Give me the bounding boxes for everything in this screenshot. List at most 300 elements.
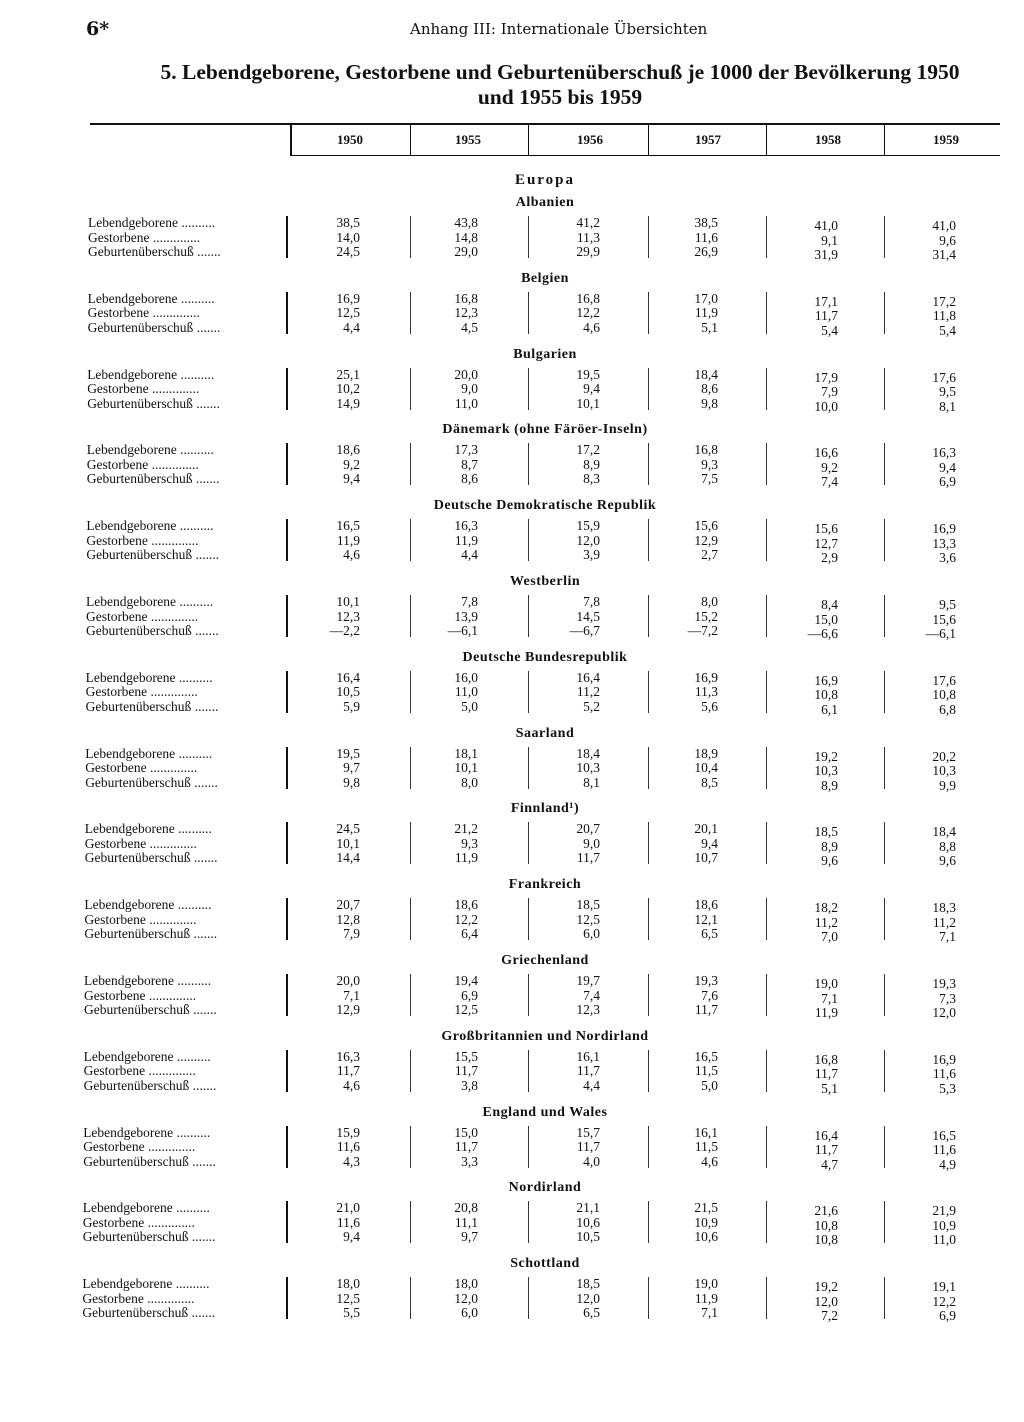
table-cell: 20,7	[336, 897, 360, 913]
table-cell: 14,4	[336, 850, 360, 866]
table-cell: 20,7	[576, 821, 600, 837]
column-rule	[286, 974, 288, 1016]
column-rule	[766, 443, 767, 485]
country-heading: Deutsche Demokratische Republik	[433, 498, 657, 514]
leader-dots: ..........	[174, 897, 212, 913]
table-cell: 11,0	[454, 395, 478, 411]
leader-dots: .......	[191, 698, 219, 714]
country-heading: Saarland	[515, 725, 575, 741]
table-cell: 5,5	[343, 1305, 360, 1321]
column-rule	[528, 1050, 529, 1092]
table-cell: 2,9	[821, 550, 838, 566]
table-cell: 7,8	[461, 594, 478, 609]
table-cell: 10,6	[694, 1229, 718, 1245]
table-cell: 11,9	[694, 305, 718, 321]
table-cell: 12,0	[576, 532, 600, 548]
table-cell: 7,4	[583, 987, 600, 1003]
leader-dots: ..........	[173, 973, 212, 988]
column-rule	[766, 1126, 767, 1168]
table-cell: 10,8	[814, 1232, 838, 1248]
table-cell: 11,7	[454, 1063, 478, 1079]
column-rule	[528, 443, 529, 485]
leader-dots: .......	[193, 244, 221, 259]
row-label-text: Lebendgeborene	[83, 1124, 174, 1140]
table-cell: 18,4	[694, 366, 718, 382]
table-cell: 14,9	[336, 395, 360, 411]
table-cell: 16,3	[454, 518, 478, 534]
table-cell: 3,6	[939, 550, 956, 566]
column-rule	[884, 368, 885, 410]
row-label-text: Lebendgeborene	[87, 290, 178, 306]
table-cell: 4,4	[583, 1077, 600, 1093]
table-cell: 9,7	[343, 760, 360, 776]
table-cell: 9,8	[701, 395, 718, 411]
table-cell: 10,6	[576, 1214, 600, 1230]
leader-dots: ..........	[175, 594, 214, 609]
table-cell: 12,8	[336, 911, 360, 927]
table-cell: 12,2	[454, 911, 478, 927]
country-heading: Bulgarien	[513, 346, 577, 362]
table-cell: 10,1	[454, 760, 478, 776]
row-label	[84, 1002, 217, 1018]
table-cell: 6,9	[939, 1308, 956, 1324]
table-cell: 9,0	[583, 835, 600, 851]
table-cell: 19,7	[576, 973, 600, 988]
table-cell: 16,6	[814, 445, 838, 461]
table-cell: 12,3	[576, 1002, 600, 1017]
table-cell: 6,5	[701, 926, 718, 942]
table-cell: 19,2	[814, 1279, 838, 1295]
table-cell: 19,0	[814, 976, 838, 991]
header-column-divider	[884, 124, 885, 155]
leader-dots: ..........	[175, 745, 213, 761]
table-cell: 9,4	[583, 381, 600, 397]
table-cell: 9,4	[939, 459, 956, 475]
table-cell: 10,9	[932, 1217, 956, 1233]
column-rule	[286, 443, 288, 485]
table-cell: —6,7	[569, 623, 600, 638]
column-rule	[766, 292, 767, 334]
table-cell: 5,4	[821, 322, 838, 338]
table-cell: 9,5	[939, 597, 956, 612]
table-cell: 7,5	[701, 471, 718, 487]
table-cell: 3,3	[461, 1153, 478, 1169]
table-cell: 12,3	[454, 305, 478, 321]
leader-dots: .......	[191, 623, 219, 638]
year-header-1956: 1956	[577, 132, 603, 147]
table-cell: 16,9	[336, 290, 360, 306]
table-cell: 12,5	[454, 1002, 478, 1017]
table-cell: 9,4	[701, 835, 718, 851]
country-heading: England und Wales	[482, 1104, 608, 1120]
table-cell: 12,9	[336, 1002, 360, 1017]
leader-dots: ..........	[175, 669, 213, 685]
table-cell: 17,6	[932, 672, 956, 688]
table-cell: 11,0	[932, 1232, 956, 1248]
row-label-text: Geburtenüberschuß	[84, 926, 191, 942]
table-cell: 4,5	[461, 319, 478, 335]
table-cell: 11,2	[814, 914, 838, 930]
table-cell: 16,5	[694, 1048, 718, 1064]
table-cell: 41,0	[932, 218, 956, 233]
table-cell: 10,3	[814, 763, 838, 779]
table-cell: 9,6	[821, 853, 838, 869]
table-cell: 12,1	[694, 911, 718, 927]
table-cell: 41,2	[576, 215, 600, 230]
table-cell: 18,0	[336, 1276, 360, 1292]
table-cell: 11,6	[932, 1066, 956, 1082]
table-cell: —6,1	[925, 626, 956, 641]
leader-dots: .......	[190, 926, 218, 942]
table-cell: 11,9	[814, 1005, 838, 1020]
table-cell: 16,8	[576, 290, 600, 306]
table-cell: 11,2	[932, 914, 956, 930]
row-label-text: Lebendgeborene	[85, 669, 176, 685]
table-cell: 10,1	[336, 594, 360, 609]
table-cell: 4,9	[939, 1156, 956, 1172]
row-label	[86, 699, 219, 715]
table-cell: 5,1	[701, 319, 718, 335]
table-cell: 17,6	[932, 369, 956, 385]
leader-dots: ..........	[173, 1124, 211, 1140]
table-cell: 7,4	[821, 474, 838, 490]
table-cell: 16,3	[336, 1048, 360, 1064]
row-label	[86, 547, 219, 563]
row-label	[87, 396, 220, 412]
table-cell: 11,9	[336, 532, 360, 548]
row-label-text: Gestorbene	[84, 835, 147, 851]
table-cell: 14,0	[336, 229, 360, 245]
table-cell: 16,8	[814, 1051, 838, 1067]
table-cell: 12,3	[336, 608, 360, 624]
table-cell: 11,6	[694, 229, 718, 245]
table-cell: 10,4	[694, 760, 718, 776]
row-label-text: Gestorbene	[82, 1214, 145, 1230]
table-cell: 7,1	[939, 929, 956, 945]
column-rule	[286, 671, 288, 713]
row-label-text: Gestorbene	[84, 987, 146, 1003]
table-cell: 29,9	[576, 244, 600, 259]
table-cell: 10,5	[336, 684, 360, 700]
running-title: Anhang III: Internationale Übersichten	[410, 20, 708, 38]
leader-dots: .......	[192, 395, 220, 411]
leader-dots: .......	[188, 1153, 216, 1169]
table-cell: 14,8	[454, 229, 478, 245]
table-cell: —2,2	[329, 623, 360, 638]
table-cell: 18,1	[454, 745, 478, 761]
row-label-text: Geburtenüberschuß	[83, 1153, 189, 1169]
table-cell: 21,9	[932, 1203, 956, 1219]
table-cell: 3,8	[461, 1077, 478, 1093]
table-cell: 10,1	[576, 395, 600, 411]
table-cell: 16,9	[932, 521, 956, 537]
row-label-text: Gestorbene	[84, 911, 146, 927]
column-rule	[884, 595, 885, 637]
column-rule	[286, 822, 288, 864]
table-cell: 11,9	[454, 850, 478, 866]
leader-dots: ..........	[177, 215, 216, 230]
table-cell: 16,5	[932, 1127, 956, 1143]
row-label-text: Geburtenüberschuß	[82, 1305, 189, 1321]
table-cell: 9,1	[821, 232, 838, 248]
column-rule	[286, 1201, 288, 1243]
table-cell: 8,9	[583, 456, 600, 472]
table-cell: 7,1	[343, 987, 360, 1003]
column-rule	[528, 974, 529, 1016]
table-cell: 17,3	[454, 442, 478, 458]
column-rule	[884, 216, 885, 258]
table-cell: 16,8	[454, 290, 478, 306]
table-cell: 10,5	[576, 1229, 600, 1245]
row-label-text: Geburtenüberschuß	[86, 547, 193, 563]
row-label	[83, 1229, 216, 1245]
table-cell: 21,6	[814, 1203, 838, 1219]
table-cell: 10,3	[576, 760, 600, 776]
country-heading: Schottland	[510, 1256, 580, 1272]
table-cell: 16,8	[694, 442, 718, 458]
leader-dots: ..............	[143, 1290, 195, 1306]
column-rule	[884, 898, 885, 940]
table-cell: 16,4	[336, 669, 360, 685]
year-header-1955: 1955	[455, 132, 481, 147]
table-cell: 21,1	[576, 1200, 600, 1216]
country-heading: Dänemark (ohne Färöer-Inseln)	[442, 422, 648, 438]
table-cell: 5,3	[939, 1080, 956, 1096]
leader-dots: .......	[189, 1077, 217, 1093]
table-cell: 6,4	[461, 926, 478, 942]
row-label	[85, 850, 218, 866]
row-label-text: Geburtenüberschuß	[82, 1229, 189, 1245]
table-cell: 18,6	[694, 897, 718, 913]
table-cell: 11,7	[336, 1063, 360, 1079]
table-cell: 7,1	[701, 1305, 718, 1321]
table-cell: 12,7	[814, 535, 838, 551]
leader-dots: .......	[189, 1002, 217, 1017]
column-rule	[528, 898, 529, 940]
leader-dots: ..........	[176, 518, 214, 534]
table-cell: 18,4	[576, 745, 600, 761]
country-heading: Nordirland	[508, 1180, 582, 1196]
row-label	[87, 471, 220, 487]
table-cell: 18,9	[694, 745, 718, 761]
column-rule	[528, 595, 529, 637]
table-cell: 6,1	[821, 701, 838, 717]
table-cell: 16,4	[576, 669, 600, 685]
row-label-text: Gestorbene	[82, 1290, 144, 1306]
column-rule	[528, 671, 529, 713]
table-cell: 11,7	[576, 1063, 600, 1079]
table-cell: 8,5	[701, 774, 718, 790]
row-label-text: Gestorbene	[83, 1139, 145, 1155]
leader-dots: ..............	[144, 1139, 196, 1155]
column-rule	[286, 1277, 288, 1319]
table-cell: 13,9	[454, 608, 478, 624]
table-cell: 21,5	[694, 1200, 718, 1216]
country-heading: Finnland¹)	[510, 801, 580, 817]
table-cell: 11,8	[932, 308, 956, 324]
table-title	[120, 60, 1000, 110]
table-cell: 19,4	[454, 973, 478, 988]
column-rule	[884, 822, 885, 864]
table-cell: 9,2	[343, 456, 360, 472]
table-cell: 11,3	[694, 684, 718, 700]
table-cell: 17,9	[814, 369, 838, 385]
table-cell: 9,5	[939, 384, 956, 400]
table-cell: 8,6	[701, 381, 718, 397]
table-cell: 10,8	[814, 1217, 838, 1233]
table-cell: 4,6	[343, 547, 360, 563]
row-label-text: Lebendgeborene	[86, 442, 177, 458]
table-cell: 20,0	[336, 973, 360, 988]
table-cell: 8,8	[939, 838, 956, 854]
table-cell: 16,0	[454, 669, 478, 685]
year-header-1958: 1958	[815, 132, 841, 147]
column-rule	[528, 1277, 529, 1319]
row-label-text: Lebendgeborene	[82, 1276, 173, 1292]
leader-dots: ..........	[174, 821, 212, 837]
table-cell: 16,1	[576, 1048, 600, 1064]
row-label-text: Geburtenüberschuß	[85, 698, 192, 714]
table-cell: 12,5	[336, 1290, 360, 1306]
leader-dots: ..............	[146, 760, 198, 776]
table-cell: 9,7	[461, 1229, 478, 1245]
table-cell: 8,0	[701, 594, 718, 609]
table-cell: 11,7	[694, 1002, 718, 1017]
column-rule	[286, 368, 288, 410]
column-rule	[766, 822, 767, 864]
column-rule	[286, 1126, 288, 1168]
row-label-text: Lebendgeborene	[86, 518, 177, 534]
column-rule	[766, 671, 767, 713]
table-cell: 7,9	[343, 926, 360, 942]
leader-dots: ..............	[148, 381, 200, 397]
row-label-text: Gestorbene	[86, 456, 149, 472]
table-cell: 9,9	[939, 777, 956, 793]
row-label-text: Gestorbene	[83, 1063, 146, 1079]
row-label-text: Geburtenüberschuß	[84, 1002, 190, 1017]
table-cell: 15,0	[814, 611, 838, 627]
table-cell: 15,5	[454, 1048, 478, 1064]
table-cell: 6,0	[583, 926, 600, 942]
row-label-text: Gestorbene	[86, 608, 148, 624]
table-cell: 6,0	[461, 1305, 478, 1321]
table-cell: 20,8	[454, 1200, 478, 1216]
table-cell: 11,5	[694, 1139, 718, 1155]
year-header-1950: 1950	[337, 132, 363, 147]
table-cell: 5,9	[343, 698, 360, 714]
table-cell: 43,8	[454, 215, 478, 230]
table-cell: 29,0	[454, 244, 478, 259]
column-rule	[528, 292, 529, 334]
row-label	[88, 320, 221, 336]
column-rule	[884, 1201, 885, 1243]
table-cell: 9,6	[939, 232, 956, 248]
table-cell: 9,8	[343, 774, 360, 790]
table-cell: 8,0	[461, 774, 478, 790]
table-cell: 7,6	[701, 987, 718, 1003]
column-rule	[766, 1201, 767, 1243]
leader-dots: ..............	[147, 532, 199, 548]
country-heading: Frankreich	[508, 877, 582, 893]
table-cell: 41,0	[814, 218, 838, 233]
table-cell: 11,0	[454, 684, 478, 700]
row-label-text: Geburtenüberschuß	[86, 623, 192, 638]
table-cell: 8,1	[583, 774, 600, 790]
table-cell: 9,4	[343, 1229, 360, 1245]
table-cell: 6,8	[939, 701, 956, 717]
table-cell: 8,1	[939, 398, 956, 414]
table-cell: 15,6	[694, 518, 718, 534]
column-rule	[884, 1277, 885, 1319]
table-cell: 19,3	[932, 976, 956, 991]
table-cell: 12,0	[932, 1005, 956, 1020]
row-label-text: Lebendgeborene	[86, 594, 176, 609]
leader-dots: .......	[190, 774, 218, 790]
table-cell: 8,3	[583, 471, 600, 487]
column-rule	[528, 1126, 529, 1168]
column-rule	[286, 747, 288, 789]
table-title-line-1: 5. Lebendgeborene, Gestorbene und Geburtenüberschuß je 1000 der Bevölkerung 1950	[160, 60, 960, 84]
table-cell: 8,9	[821, 838, 838, 854]
table-cell: 2,7	[701, 547, 718, 563]
column-rule	[286, 292, 288, 334]
table-cell: 8,6	[461, 471, 478, 487]
leader-dots: ..........	[176, 442, 214, 458]
leader-dots: .......	[190, 850, 218, 866]
row-label	[84, 1078, 217, 1094]
row-label-text: Geburtenüberschuß	[83, 1077, 190, 1093]
leader-dots: .......	[192, 547, 220, 563]
table-cell: 8,9	[821, 777, 838, 793]
table-cell: 5,2	[583, 698, 600, 714]
table-cell: —6,1	[447, 623, 478, 638]
column-rule	[766, 747, 767, 789]
column-rule	[766, 898, 767, 940]
table-cell: 15,9	[336, 1124, 360, 1140]
column-rule	[884, 292, 885, 334]
table-cell: 11,7	[576, 1139, 600, 1155]
table-cell: 6,5	[583, 1305, 600, 1321]
leader-dots: .......	[188, 1229, 216, 1245]
column-rule	[884, 1126, 885, 1168]
table-cell: 4,6	[343, 1077, 360, 1093]
table-cell: 4,6	[701, 1153, 718, 1169]
table-cell: 3,9	[583, 547, 600, 563]
table-cell: 18,6	[336, 442, 360, 458]
table-cell: 10,7	[694, 850, 718, 866]
table-cell: 7,2	[821, 1308, 838, 1324]
leader-dots: ..............	[148, 456, 199, 472]
table-cell: 7,9	[821, 384, 838, 400]
row-label-text: Geburtenüberschuß	[87, 319, 194, 335]
row-label	[86, 623, 219, 639]
table-cell: 11,7	[454, 1139, 478, 1155]
column-rule	[528, 519, 529, 561]
table-cell: 7,8	[583, 594, 600, 609]
table-cell: 5,4	[939, 322, 956, 338]
row-label	[83, 1154, 216, 1170]
row-label-text: Gestorbene	[87, 305, 150, 321]
leader-dots: ..............	[147, 684, 198, 700]
table-cell: 18,2	[814, 900, 838, 916]
header-rule-bottom	[290, 155, 1000, 156]
table-cell: 12,9	[694, 532, 718, 548]
leader-dots: ..............	[145, 911, 197, 927]
row-label-text: Gestorbene	[88, 229, 150, 245]
leader-dots: ..........	[177, 366, 215, 382]
column-rule	[766, 519, 767, 561]
table-cell: 19,5	[576, 366, 600, 382]
